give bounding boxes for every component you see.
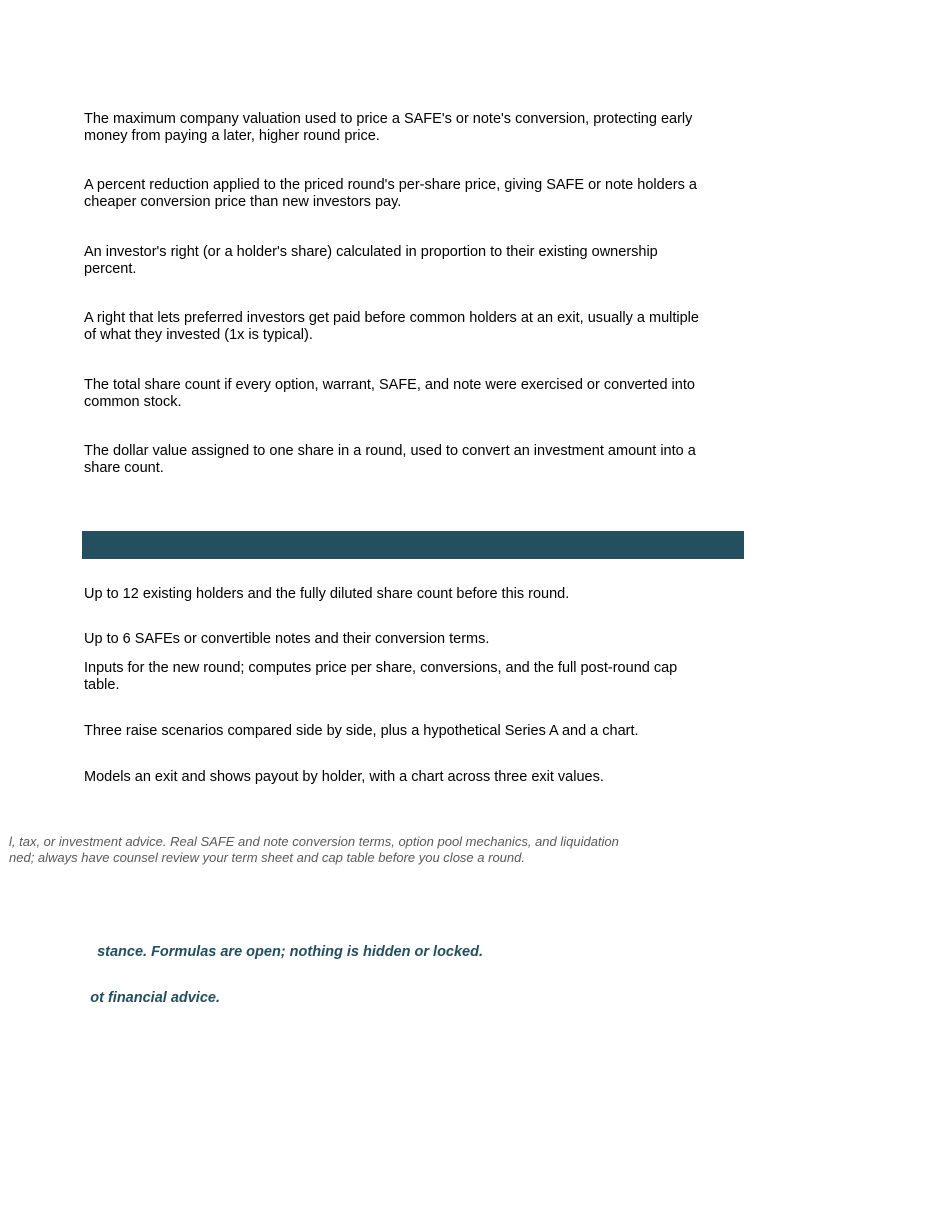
definition-text-line: An investor's right (or a holder's share) calculated in proportion to their existing ownership bbox=[84, 244, 658, 260]
disclaimer-text bbox=[9, 834, 729, 866]
definition-text-line: common stock. bbox=[84, 394, 182, 410]
sheet-description-line: table. bbox=[84, 677, 120, 693]
definition-text-line: of what they invested (1x is typical). bbox=[84, 327, 313, 343]
sheet-description-exit-waterfall bbox=[84, 769, 724, 786]
section-header-bar bbox=[82, 531, 744, 559]
sheet-description-existing-cap-table bbox=[84, 586, 724, 603]
note-formulas-open: stance. Formulas are open; nothing is hidden or locked. bbox=[97, 944, 483, 960]
note-not-financial-advice: ot financial advice. bbox=[90, 990, 220, 1006]
definition-text-line: The total share count if every option, warrant, SAFE, and note were exercised or converted into bbox=[84, 377, 695, 393]
definition-text-line: A percent reduction applied to the priced round's per-share price, giving SAFE or note holders a bbox=[84, 177, 697, 193]
definition-text-line: The dollar value assigned to one share in a round, used to convert an investment amount into a bbox=[84, 443, 696, 459]
definition-liquidation-preference bbox=[84, 310, 736, 344]
disclaimer-line: ned; always have counsel review your term sheet and cap table before you close a round. bbox=[9, 850, 525, 865]
definition-text-line: The maximum company valuation used to price a SAFE's or note's conversion, protecting early bbox=[84, 111, 693, 127]
definition-text-line: percent. bbox=[84, 261, 137, 277]
definition-text-line: cheaper conversion price than new investors pay. bbox=[84, 194, 402, 210]
sheet-description-line: Inputs for the new round; computes price per share, conversions, and the full post-round cap bbox=[84, 660, 678, 676]
sheet-description-scenarios bbox=[84, 723, 724, 740]
definition-text-line: share count. bbox=[84, 460, 164, 476]
definition-fully-diluted bbox=[84, 377, 736, 411]
definition-valuation-cap bbox=[84, 111, 736, 145]
sheet-description-line: Up to 6 SAFEs or convertible notes and their conversion terms. bbox=[84, 631, 490, 647]
definition-text-line: A right that lets preferred investors get paid before common holders at an exit, usually a multiple bbox=[84, 310, 699, 326]
sheet-description-safes-notes bbox=[84, 631, 724, 648]
sheet-description-line: Up to 12 existing holders and the fully diluted share count before this round. bbox=[84, 586, 570, 602]
sheet-description-line: Three raise scenarios compared side by side, plus a hypothetical Series A and a chart. bbox=[84, 723, 639, 739]
disclaimer-line: l, tax, or investment advice. Real SAFE and note conversion terms, option pool mechanics, and liquidation bbox=[9, 834, 619, 849]
definition-text-line: money from paying a later, higher round price. bbox=[84, 128, 380, 144]
page-content bbox=[9, 0, 744, 1210]
definition-price-per-share bbox=[84, 443, 736, 477]
sheet-description-new-round bbox=[84, 660, 724, 694]
definition-pro-rata bbox=[84, 244, 736, 278]
definition-discount-rate bbox=[84, 177, 736, 211]
sheet-description-line: Models an exit and shows payout by holder, with a chart across three exit values. bbox=[84, 769, 604, 785]
